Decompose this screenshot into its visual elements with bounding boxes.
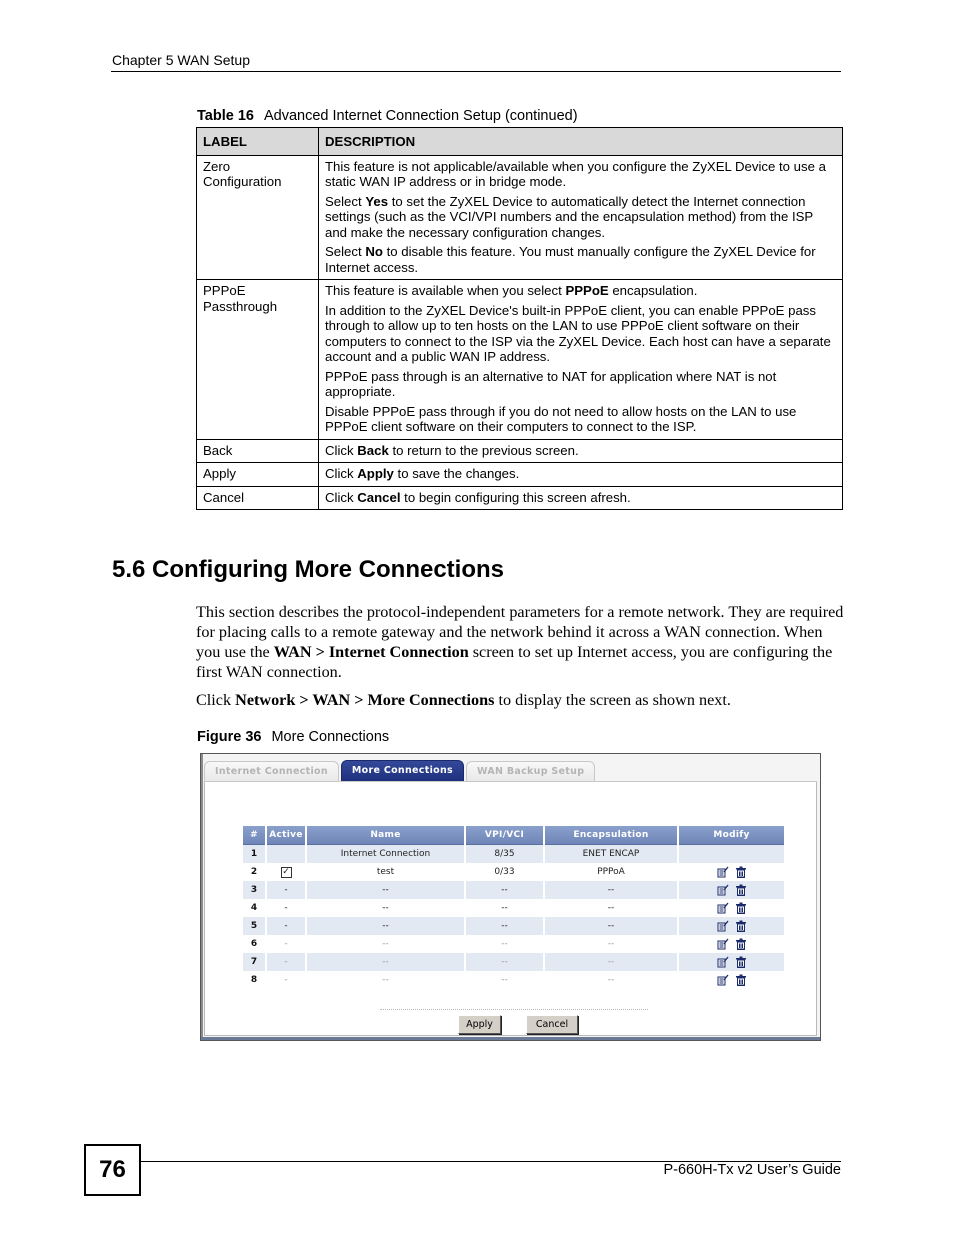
row-number: 5 [243, 917, 265, 935]
row-name: -- [382, 939, 389, 949]
row-description [319, 486, 843, 510]
tab-wan-backup-setup[interactable]: WAN Backup Setup [466, 761, 595, 782]
description-paragraph: Select No to disable this feature. You must manually configure the ZyXEL Device for Internet access. [325, 244, 816, 275]
table-caption-number: Table 16 [197, 108, 254, 124]
row-active: - [267, 881, 305, 899]
row-number: 4 [250, 903, 258, 913]
row-vpi-vci: -- [466, 917, 543, 935]
more-connections-screenshot [200, 753, 821, 1041]
row-name: Internet Connection [307, 845, 464, 863]
row-label: Zero Configuration [197, 155, 319, 280]
tab-internet-connection[interactable]: Internet Connection [204, 761, 339, 782]
row-number: 6 [250, 939, 258, 949]
header-rule [111, 71, 841, 72]
edit-icon[interactable] [714, 922, 732, 932]
table-row [197, 463, 843, 487]
row-active [267, 863, 305, 881]
description-paragraph: This feature is available when you select PPPoE encapsulation. [325, 283, 698, 298]
connection-row [243, 917, 784, 935]
row-encapsulation: -- [607, 939, 615, 949]
row-label: Apply [197, 463, 319, 487]
chapter-header: Chapter 5 WAN Setup [112, 52, 250, 68]
row-description [319, 280, 843, 440]
row-modify [679, 953, 784, 971]
trash-icon[interactable] [732, 868, 750, 878]
trash-icon[interactable] [732, 886, 750, 896]
row-modify [679, 899, 784, 917]
row-modify [679, 881, 784, 899]
row-modify [679, 863, 784, 881]
row-encapsulation: -- [545, 953, 677, 971]
edit-icon[interactable] [714, 958, 732, 968]
table-caption-title: Advanced Internet Connection Setup (continued) [263, 108, 578, 124]
edit-icon[interactable] [714, 886, 732, 896]
description-paragraph: Disable PPPoE pass through if you do not need to allow hosts on the LAN to use PPPoE client software on their computers to connect to the ISP. [325, 403, 797, 434]
row-active: - [267, 953, 305, 971]
col-name: Name [307, 826, 464, 845]
row-encapsulation: -- [545, 881, 677, 899]
col-encapsulation: Encapsulation [545, 826, 677, 845]
guide-title: P-660H-Tx v2 User’s Guide [663, 1162, 841, 1178]
connection-row [243, 863, 784, 881]
row-label: Back [197, 439, 319, 463]
connection-row [243, 971, 784, 989]
connection-row [243, 845, 784, 863]
row-description [319, 463, 843, 487]
row-modify [679, 935, 784, 953]
description-paragraph: In addition to the ZyXEL Device's built-in PPPoE client, you can enable PPPoE pass through to allow up to ten hosts on the LAN to use PPPoE client software on their computers to connect to the ISP via the ZyXEL Device. Each host can have a separate account and a public WAN IP address. [325, 302, 831, 364]
description-paragraph: Select Yes to set the ZyXEL Device to automatically detect the Internet connection settings (such as the VCI/VPI numbers and the encapsulation method) from the ISP and make the necessary configuration changes. [325, 193, 813, 240]
description-paragraph: PPPoE pass through is an alternative to NAT for application where NAT is not appropriate. [325, 368, 777, 399]
tab-more-connections[interactable]: More Connections [341, 760, 464, 782]
trash-icon[interactable] [732, 922, 750, 932]
row-name: -- [382, 975, 389, 985]
col-number: # [243, 826, 265, 845]
advanced-connection-table [196, 127, 843, 510]
column-header-description: DESCRIPTION [319, 128, 843, 156]
connection-row [243, 881, 784, 899]
figure-caption-title: More Connections [271, 729, 390, 745]
section-paragraph-intro: This section describes the protocol-independent parameters for a remote network. They are required for placing calls to a remote gateway and the network behind it across a WAN connection. When you use the WAN > Internet Connection screen to set up Internet access, you are configuring the first WAN connection. [196, 603, 844, 681]
figure-caption-number: Figure 36 [197, 729, 262, 745]
row-description [319, 439, 843, 463]
row-label: Cancel [197, 486, 319, 510]
row-vpi-vci: 8/35 [466, 845, 543, 863]
connection-row [243, 953, 784, 971]
section-heading: 5.6 Configuring More Connections [112, 556, 505, 583]
connection-row [243, 899, 784, 917]
row-active: - [267, 917, 305, 935]
row-encapsulation: PPPoA [597, 867, 625, 877]
description-paragraph: This feature is not applicable/available when you configure the ZyXEL Device to use a static WAN IP address or in bridge mode. [325, 158, 826, 189]
row-number: 7 [243, 953, 265, 971]
row-active: - [284, 903, 288, 913]
row-modify [679, 971, 784, 989]
connection-row [243, 935, 784, 953]
trash-icon[interactable] [732, 958, 750, 968]
row-active: - [284, 939, 288, 949]
divider-dotted [380, 1009, 648, 1010]
row-modify [679, 917, 784, 935]
row-name: -- [307, 953, 464, 971]
frame-bottom-edge [201, 1037, 820, 1040]
row-description [319, 155, 843, 280]
edit-icon[interactable] [714, 976, 732, 986]
row-modify [679, 845, 784, 863]
col-active: Active [267, 826, 305, 845]
checkbox-checked-icon[interactable]: ✓ [282, 866, 290, 877]
description-paragraph: Click Cancel to begin configuring this screen afresh. [325, 489, 631, 505]
row-number: 3 [243, 881, 265, 899]
edit-icon[interactable] [714, 904, 732, 914]
section-paragraph-navigation: Click Network > WAN > More Connections to display the screen as shown next. [196, 691, 731, 709]
table-row [197, 439, 843, 463]
edit-icon[interactable] [714, 868, 732, 878]
row-number: 8 [250, 975, 258, 985]
col-modify: Modify [679, 826, 784, 845]
trash-icon[interactable] [732, 940, 750, 950]
row-encapsulation: -- [607, 903, 615, 913]
table-caption [197, 108, 578, 124]
row-vpi-vci: 0/33 [494, 867, 515, 877]
table-row [197, 486, 843, 510]
row-name: -- [307, 881, 464, 899]
row-name: test [376, 867, 395, 877]
edit-icon[interactable] [714, 940, 732, 950]
table-row [197, 280, 843, 440]
row-name: -- [382, 903, 389, 913]
row-encapsulation: ENET ENCAP [545, 845, 677, 863]
row-vpi-vci: -- [466, 953, 543, 971]
row-vpi-vci: -- [501, 939, 508, 949]
trash-icon[interactable] [732, 904, 750, 914]
row-active [267, 845, 305, 863]
description-paragraph: Click Back to return to the previous screen. [325, 442, 579, 458]
row-active: - [284, 975, 288, 985]
row-number: 1 [243, 845, 265, 863]
row-number: 2 [250, 867, 258, 877]
figure-caption [197, 729, 389, 745]
description-paragraph: Click Apply to save the changes. [325, 466, 520, 481]
trash-icon[interactable] [732, 976, 750, 986]
cancel-button[interactable]: Cancel [526, 1015, 578, 1034]
row-name: -- [307, 917, 464, 935]
row-encapsulation: -- [607, 975, 615, 985]
page-number: 76 [84, 1144, 141, 1196]
connections-table [241, 826, 786, 989]
row-vpi-vci: -- [466, 881, 543, 899]
tab-bar [204, 759, 597, 782]
row-encapsulation: -- [545, 917, 677, 935]
table-row [197, 155, 843, 280]
column-header-label: LABEL [197, 128, 319, 156]
col-vpi-vci: VPI/VCI [466, 826, 543, 845]
frame-left-edge [201, 754, 203, 1040]
row-label: PPPoE Passthrough [197, 280, 319, 440]
apply-button[interactable]: Apply [458, 1015, 501, 1034]
row-vpi-vci: -- [501, 903, 508, 913]
content-panel [204, 782, 817, 1036]
row-vpi-vci: -- [501, 975, 508, 985]
